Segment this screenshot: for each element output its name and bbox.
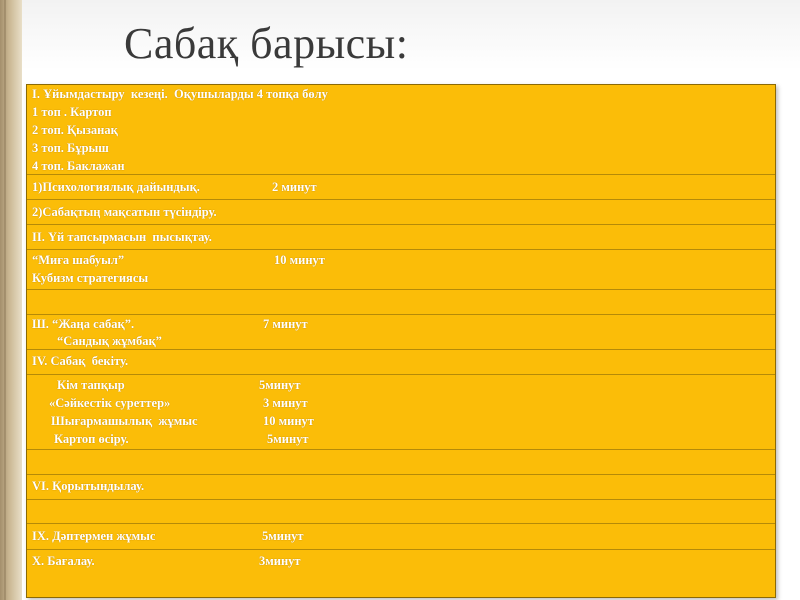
activity-duration: 5минут — [259, 378, 301, 392]
activity-duration: 3 минут — [263, 396, 308, 410]
row-sublabel: Кубизм стратегиясы — [32, 271, 149, 285]
row-label: VI. Қорытындылау. — [32, 479, 145, 493]
row-duration: 2 минут — [272, 180, 317, 194]
row-label: IX. Дәптермен жұмыс — [32, 529, 156, 543]
row-duration: 3минут — [259, 554, 301, 568]
table-row — [27, 550, 775, 597]
table-row — [27, 500, 775, 524]
activity-label: Картоп өсіру. — [54, 432, 129, 446]
table-row — [27, 315, 775, 350]
row-label: “Миға шабуыл” — [32, 253, 125, 267]
table-row — [27, 524, 775, 550]
row-duration: 7 минут — [263, 317, 308, 331]
row-duration: 5минут — [262, 529, 304, 543]
lesson-plan-table — [26, 84, 776, 598]
group-1: 1 топ . Картоп — [32, 105, 112, 119]
activity-duration: 5минут — [267, 432, 309, 446]
decorative-left-strip — [0, 0, 22, 600]
row-label: Ш. “Жаңа сабақ”. — [32, 317, 135, 331]
activity-label: «Сәйкестік суреттер» — [49, 396, 171, 410]
row-label: X. Бағалау. — [32, 554, 95, 568]
row-heading: I. Ұйымдастыру кезеңі. Оқушыларды 4 топқа бөлу — [32, 87, 328, 101]
table-row — [27, 250, 775, 290]
table-row — [27, 85, 775, 175]
activity-label: Шығармашылық жұмыс — [51, 414, 198, 428]
table-row — [27, 200, 775, 225]
group-4: 4 топ. Баклажан — [32, 159, 125, 173]
row-label: IV. Сабақ бекіту. — [32, 354, 129, 368]
row-label: II. Үй тапсырмасын пысықтау. — [32, 230, 212, 244]
activity-duration: 10 минут — [263, 414, 314, 428]
table-row — [27, 350, 775, 375]
slide-title: Сабақ барысы: — [124, 19, 409, 68]
table-row — [27, 290, 775, 315]
group-2: 2 топ. Қызанақ — [32, 123, 118, 137]
table-row — [27, 375, 775, 450]
activity-label: Кім тапқыр — [57, 378, 125, 392]
row-label: 2)Сабақтың мақсатын түсіндіру. — [32, 205, 217, 219]
row-duration: 10 минут — [274, 253, 325, 267]
row-sublabel: “Сандық жұмбақ” — [57, 334, 162, 348]
table-row — [27, 225, 775, 250]
row-label: 1)Психологиялық дайындық. — [32, 180, 200, 194]
table-row — [27, 450, 775, 475]
table-row — [27, 475, 775, 500]
table-row — [27, 175, 775, 200]
group-3: 3 топ. Бұрыш — [32, 141, 109, 155]
